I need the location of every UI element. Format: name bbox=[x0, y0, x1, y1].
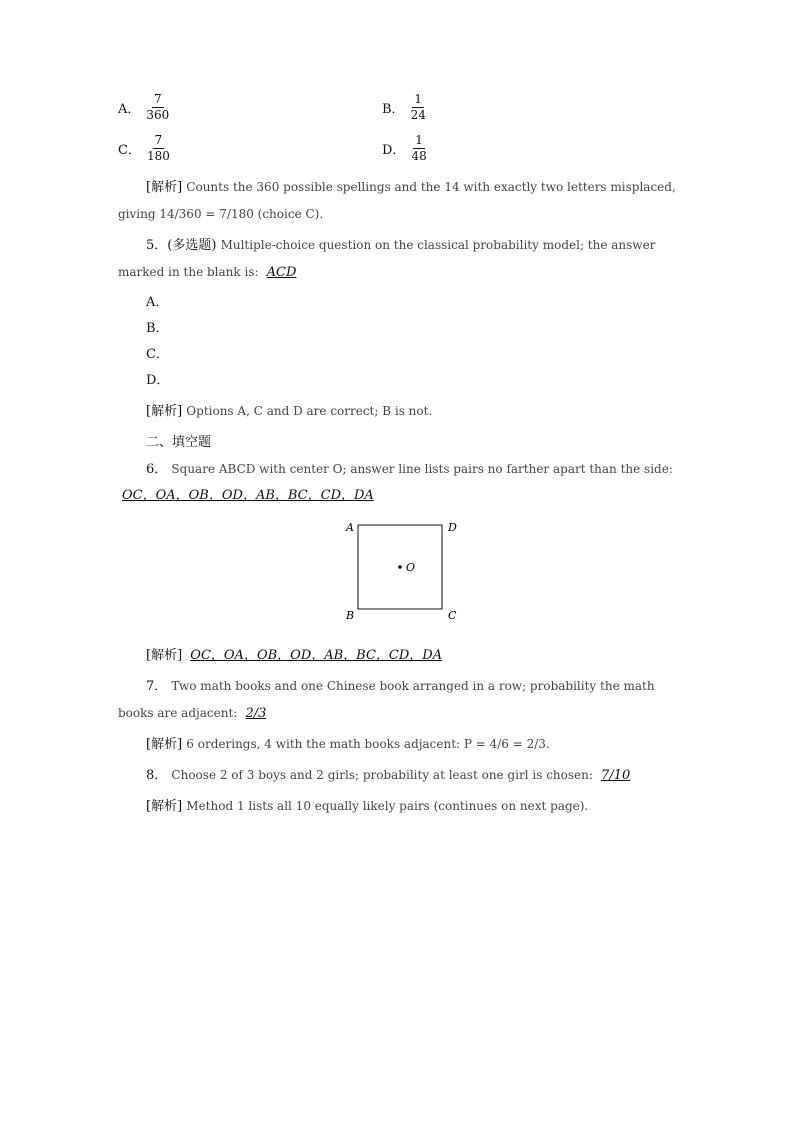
q5-options bbox=[146, 290, 678, 394]
label-b: B bbox=[346, 609, 355, 622]
q5-stem: 5．(多选题) Multiple-choice question on the classical probability model; the answer marked in the blank is: ACD bbox=[118, 238, 656, 280]
center-point-o bbox=[398, 565, 402, 569]
q5-solution: [解析] Options A, C and D are correct; B is not. bbox=[146, 404, 433, 419]
section-heading: 二、填空题 bbox=[146, 435, 212, 450]
q7-stem: 7． Two math books and one Chinese book arranged in a row; probability the math books are adjacent: 2/3 bbox=[118, 679, 655, 721]
q8-stem: 8． Choose 2 of 3 boys and 2 girls; probability at least one girl is chosen: 7/10 bbox=[118, 762, 678, 789]
fraction: $\frac{1}{24}$ bbox=[410, 92, 426, 122]
q4-options-row-2 bbox=[118, 133, 678, 164]
fraction: $\frac{1}{48}$ bbox=[411, 133, 427, 163]
label-d: D bbox=[448, 521, 457, 534]
square-diagram bbox=[318, 519, 478, 629]
square-figure bbox=[318, 519, 478, 629]
label-c: C bbox=[448, 609, 457, 622]
q4-option-b: B． $\frac{1}{24}$ bbox=[382, 92, 426, 122]
label-o: O bbox=[406, 561, 416, 574]
q4-option-d: D． $\frac{1}{48}$ bbox=[382, 133, 427, 163]
q6-solution: [解析] OC，OA，OB，OD，AB，BC，CD，DA bbox=[146, 648, 443, 663]
q4-solution: [解析] Counts the 360 possible spellings and the 14 with exactly two letters misplaced, giving 14/360 = 7/180 (choice C). bbox=[118, 180, 676, 221]
label-a: A bbox=[346, 521, 354, 534]
q5-option-d: D． bbox=[146, 373, 170, 388]
q6-stem: 6． Square ABCD with center O; answer line lists pairs no farther apart than the side: OC，OA，OB，OD，AB，BC，CD，DA bbox=[118, 456, 678, 509]
fraction: $\frac{7}{360}$ bbox=[146, 92, 170, 122]
q4-option-c: C． $\frac{7}{180}$ bbox=[118, 133, 170, 163]
q7-solution: [解析] 6 orderings, 4 with the math books adjacent: P = 4/6 = 2/3. bbox=[146, 737, 550, 752]
q8-solution: [解析] Method 1 lists all 10 equally likely pairs (continues on next page). bbox=[146, 799, 589, 814]
q4-options-row-1 bbox=[118, 92, 678, 123]
q6-answer: OC，OA，OB，OD，AB，BC，CD，DA bbox=[122, 488, 374, 503]
q5-option-b: B． bbox=[146, 321, 169, 336]
q7-answer: 2/3 bbox=[245, 706, 267, 721]
q8-answer: 7/10 bbox=[601, 768, 631, 783]
q5-option-c: C． bbox=[146, 347, 169, 362]
document-page bbox=[118, 92, 678, 824]
q5-answer: ACD bbox=[266, 265, 297, 280]
q5-option-a: A． bbox=[146, 295, 169, 310]
fraction: $\frac{7}{180}$ bbox=[146, 133, 170, 163]
q4-option-a: A． $\frac{7}{360}$ bbox=[118, 92, 170, 122]
